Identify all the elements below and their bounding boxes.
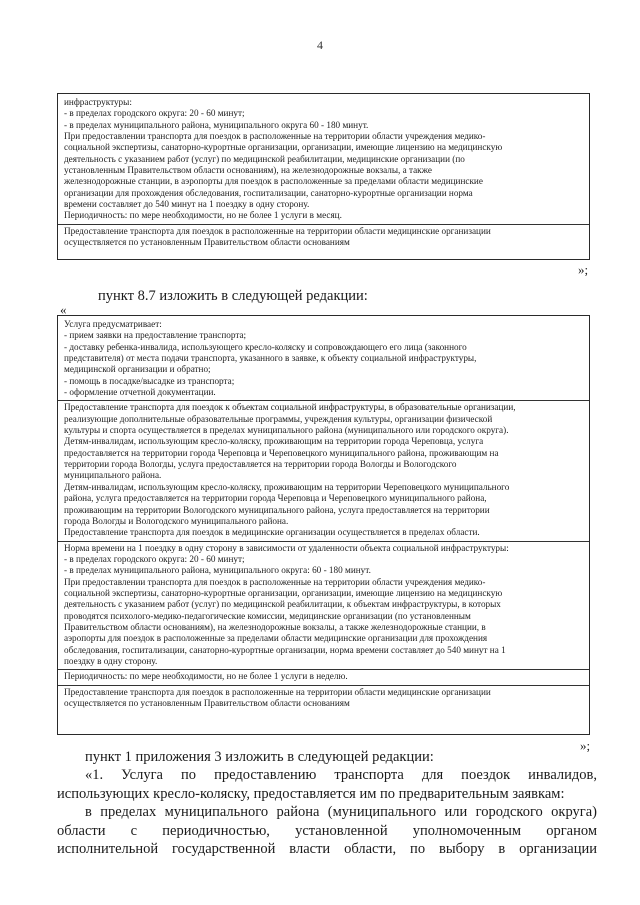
text-line: территории города Вологды, услуга предоставляется на территории города Вологды и Вологодского [64, 459, 457, 470]
text-line: времени составляет до 540 минут на 1 поездку в одну сторону. [64, 199, 310, 210]
text-line: муниципального района. [64, 470, 162, 481]
text-line: деятельность с указанием работ (услуг) по медицинской реабилитации, к объектам инфраструктуры, в которых [64, 599, 501, 610]
text-line: Периодичность: по мере необходимости, но не более 1 услуги в месяц. [64, 210, 342, 221]
body-line-6: исполнительной государственной власти области, по выбору в организации [57, 841, 597, 858]
body-line-2: «1. Услуга по предоставлению транспорта для поездок инвалидов, [85, 767, 597, 784]
page-number: 4 [317, 38, 323, 52]
box2-service-list [64, 319, 583, 398]
text-line: Периодичность: по мере необходимости, но не более 1 услуги в неделю. [64, 671, 348, 682]
text-line: культуры и спорта осуществляется в пределах муниципального района (муниципального или городского округа). [64, 425, 509, 436]
text-line: - в пределах городского округа: 20 - 60 минут; [64, 108, 245, 119]
text-line: Норма времени на 1 поездку в одну сторону в зависимости от удаленности объекта социальной инфраструктуры: [64, 542, 509, 553]
text-line: - доставку ребенка-инвалида, использующего кресло-коляску и сопровождающего его лица (законного [64, 341, 467, 352]
text-line: - помощь в посадке/высадке из транспорта; [64, 375, 235, 386]
text-line: Детям-инвалидам, использующим кресло-коляску, проживающим на территории Череповецкого муниципального [64, 481, 510, 492]
text-line: - в пределах муниципального района, муниципального округа 60 - 180 минут. [64, 119, 369, 130]
opening-quote: « [60, 302, 67, 317]
text-line: реализующие дополнительные образовательные программы, учреждения культуры, организации физической [64, 413, 493, 424]
text-line: При предоставлении транспорта для поездок в расположенные на территории области учреждения медико- [64, 131, 486, 142]
service-description-box-1 [57, 93, 590, 260]
body-line-4: в пределах муниципального района (муниципального или городского округа) [85, 804, 597, 821]
text-line: района, услуга предоставляется на территории города Череповца и Череповецкого муниципального района, [64, 493, 487, 504]
main-body-text [57, 748, 597, 858]
text-line: проводятся психолого-медико-педагогические комиссии, медицинские организации (по установленным [64, 610, 471, 621]
text-line: Предоставление транспорта для поездок в расположенные на территории области медицинские организации [64, 686, 491, 697]
text-line: осуществляется по установленным Правительством области основаниям [64, 698, 350, 708]
text-line: деятельность с указанием работ (услуг) по медицинской реабилитации, медицинские организации (по [64, 153, 465, 164]
text-line: - в пределах муниципального района, муниципального округа: 60 - 180 минут. [64, 565, 371, 576]
text-line: представителя) от места подачи транспорта, указанного в заявке, к объекту социальной инфраструктуры, [64, 353, 477, 364]
text-line: железнодорожные станции, в аэропорты для поездок в расположенные за пределами области медицинские [64, 176, 483, 187]
text-line: социальной экспертизы, санаторно-курортные организации, организации, имеющие лицензию на медицинскую [64, 587, 503, 598]
text-line: При предоставлении транспорта для поездок в расположенные на территории области учреждения медико- [64, 576, 486, 587]
text-line: Детям-инвалидам, использующим кресло-коляску, проживающим на территории города Череповца, услуга [64, 436, 484, 447]
text-line: - оформление отчетной документации. [64, 387, 216, 398]
text-line: проживающим на территории Вологодского муниципального района, услуга предоставляется на территории [64, 504, 490, 515]
text-line: предоставляется на территории города Череповца и Череповецкого муниципального района, проживающим на [64, 447, 499, 458]
body-line-1: пункт 1 приложения 3 изложить в следующей редакции: [85, 749, 434, 765]
closing-quote-1: »; [578, 262, 589, 277]
heading-item-8-7: пункт 8.7 изложить в следующей редакции: [98, 288, 368, 304]
text-line: установленным Правительством области основаниям), на железнодорожные вокзалы, а также [64, 165, 432, 176]
text-line: Предоставление транспорта для поездок в медицинские организации осуществляется в пределах области. [64, 527, 480, 538]
text-line: Предоставление транспорта для поездок к объектам социальной инфраструктуры, в образовательные организации, [64, 402, 516, 413]
body-line-5: области с периодичностью, установленной уполномоченным органом [57, 822, 597, 839]
box1-text-block [64, 97, 583, 222]
text-line: города Вологды и Вологодского муниципального района. [64, 515, 289, 526]
service-description-box-2 [57, 315, 590, 735]
text-line: Предоставление транспорта для поездок в расположенные на территории области медицинские организации [64, 225, 491, 236]
text-line: Правительством области основаниям), на железнодорожные вокзалы, а также железнодорожные станции, в [64, 621, 486, 632]
box1-footer [58, 224, 589, 249]
box2-periodicity [58, 669, 589, 682]
text-line: - в пределах городского округа: 20 - 60 минут; [64, 553, 245, 564]
box2-footer [58, 685, 589, 710]
box2-time-norms [58, 541, 589, 668]
text-line: Услуга предусматривает: [64, 319, 162, 329]
text-line: обследования, госпитализации, санаторно-курортные организации, норма времени составляет до 540 минут на 1 [64, 644, 506, 655]
closing-quote-2: »; [580, 738, 591, 753]
text-line: социальной экспертизы, санаторно-курортные организации, организации, имеющие лицензию на медицинскую [64, 142, 503, 153]
text-line: организации для прохождения обследования, госпитализации, санаторно-курортные организации норма [64, 187, 473, 198]
text-line: медицинской организации и обратно; [64, 364, 211, 375]
text-line: аэропорты для поездок в расположенные за пределами области медицинские организации для прохождения [64, 633, 488, 644]
text-line: инфраструктуры: [64, 97, 132, 107]
text-line: - прием заявки на предоставление транспорта; [64, 330, 247, 341]
text-line: поездку в одну сторону. [64, 655, 158, 666]
text-line: осуществляется по установленным Правительством области основаниям [64, 237, 350, 248]
box2-scope [58, 400, 589, 538]
body-line-3: использующих кресло-коляску, предоставляется им по предварительным заявкам: [57, 785, 565, 802]
